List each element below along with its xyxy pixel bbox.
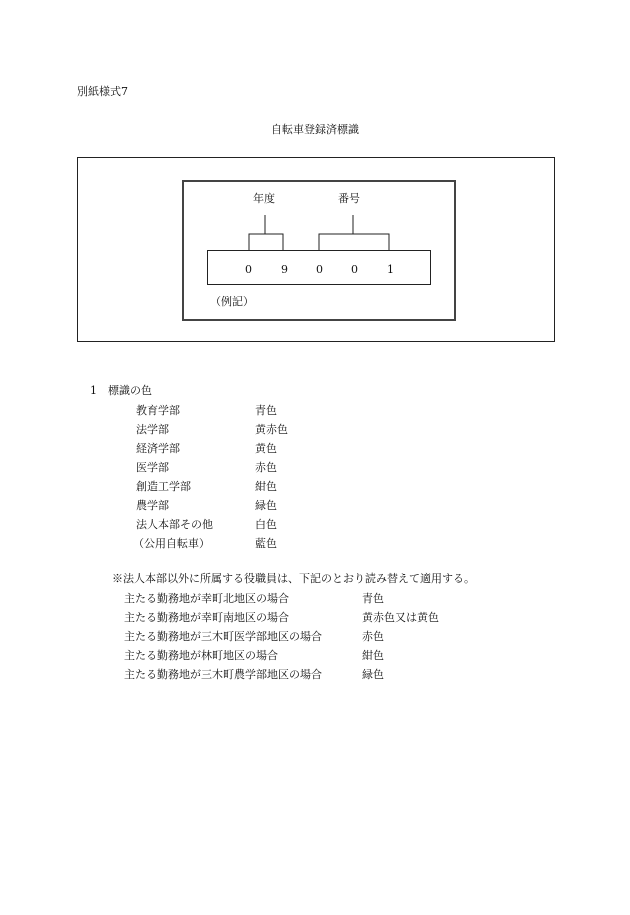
faculty-color: 赤色 xyxy=(255,461,277,474)
digit: 1 xyxy=(387,263,394,276)
workplace-condition: 主たる勤務地が幸町南地区の場合 xyxy=(124,611,289,624)
faculty-color: 紺色 xyxy=(255,480,277,493)
number-label: 番号 xyxy=(338,192,360,205)
faculty-name: 農学部 xyxy=(136,499,169,512)
faculty-name: 教育学部 xyxy=(136,404,180,417)
faculty-name: 医学部 xyxy=(136,461,169,474)
faculty-color: 緑色 xyxy=(255,499,277,512)
digit: 0 xyxy=(351,263,358,276)
faculty-color: 黄赤色 xyxy=(255,423,288,436)
note-text: ※法人本部以外に所属する役職員は、下記のとおり読み替えて適用する。 xyxy=(112,572,475,585)
workplace-color: 青色 xyxy=(362,592,384,605)
bracket-lines xyxy=(240,205,400,255)
section-heading: 1 標識の色 xyxy=(90,384,152,397)
workplace-condition: 主たる勤務地が三木町医学部地区の場合 xyxy=(124,630,322,643)
document-title: 自転車登録済標識 xyxy=(271,123,359,136)
form-label: 別紙様式7 xyxy=(77,85,128,98)
workplace-condition: 主たる勤務地が三木町農学部地区の場合 xyxy=(124,668,322,681)
digit: 0 xyxy=(245,263,252,276)
workplace-color: 赤色 xyxy=(362,630,384,643)
faculty-name: 法学部 xyxy=(136,423,169,436)
workplace-color: 黄赤色又は黄色 xyxy=(362,611,439,624)
digit: 0 xyxy=(316,263,323,276)
digit: 9 xyxy=(281,263,288,276)
workplace-color: 緑色 xyxy=(362,668,384,681)
workplace-condition: 主たる勤務地が林町地区の場合 xyxy=(124,649,278,662)
faculty-name: 経済学部 xyxy=(136,442,180,455)
faculty-name: 法人本部その他 xyxy=(136,518,213,531)
faculty-color: 藍色 xyxy=(255,537,277,550)
faculty-name: 創造工学部 xyxy=(136,480,191,493)
workplace-condition: 主たる勤務地が幸町北地区の場合 xyxy=(124,592,289,605)
faculty-color: 黄色 xyxy=(255,442,277,455)
faculty-name: （公用自転車） xyxy=(133,537,210,550)
year-label: 年度 xyxy=(253,192,275,205)
faculty-color: 白色 xyxy=(255,518,277,531)
example-label: （例記） xyxy=(210,295,254,308)
faculty-color: 青色 xyxy=(255,404,277,417)
workplace-color: 紺色 xyxy=(362,649,384,662)
